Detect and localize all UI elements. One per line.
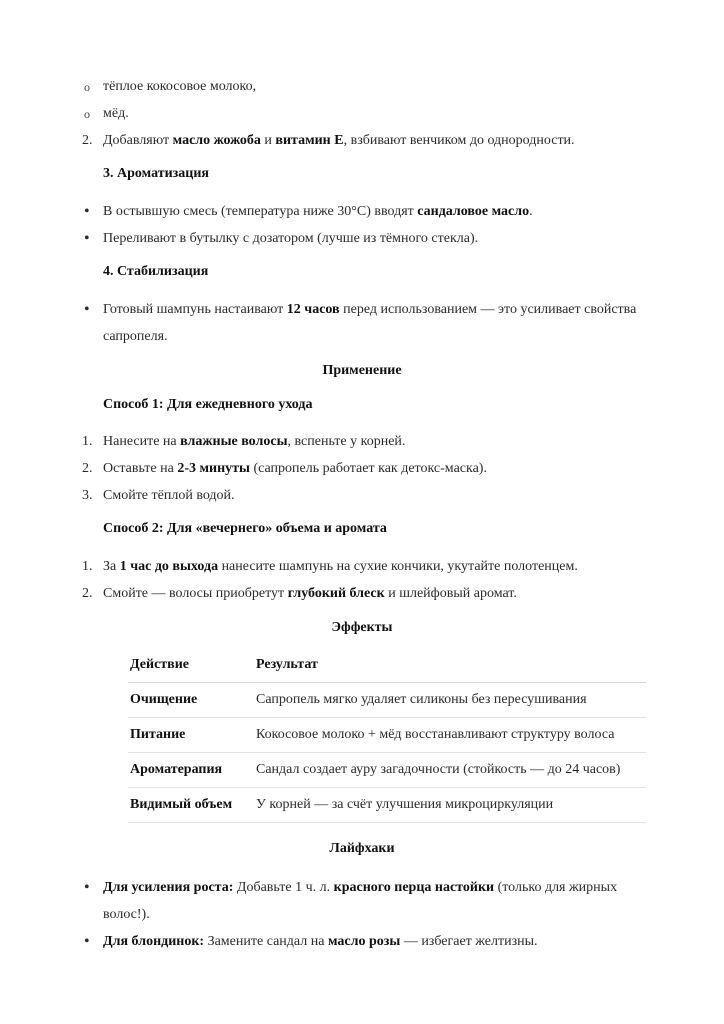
list-number: 3. xyxy=(82,488,93,503)
section-title: Лайфхаки xyxy=(329,841,395,856)
list-item: Смойте — волосы приобретут глубокий блеск и шлейфовый аромат. xyxy=(103,586,517,601)
table-cell: Видимый объем xyxy=(128,788,254,823)
list-item: В остывшую смесь (температура ниже 30°C) вводят сандаловое масло. xyxy=(103,204,533,219)
method-heading: Способ 2: Для «вечернего» объема и аромата xyxy=(103,521,387,536)
list-item: Оставьте на 2-3 минуты (сапропель работает как детокс-маска). xyxy=(103,461,487,476)
table-cell: Питание xyxy=(128,718,254,753)
list-item: Нанесите на влажные волосы, вспеньте у корней. xyxy=(103,434,406,449)
list-item: Готовый шампунь настаивают 12 часов перед использованием — это усиливает свойства xyxy=(103,302,637,317)
method-heading: Способ 1: Для ежедневного ухода xyxy=(103,397,313,412)
table-header-row xyxy=(128,648,646,683)
bullet-icon: • xyxy=(84,879,90,896)
section-heading: 4. Стабилизация xyxy=(103,264,209,279)
list-item: За 1 час до выхода нанесите шампунь на сухие кончики, укутайте полотенцем. xyxy=(103,559,578,574)
table-row xyxy=(128,718,646,753)
list-item: Смойте тёплой водой. xyxy=(103,488,235,503)
table-cell: Кокосовое молоко + мёд восстанавливают структуру волоса xyxy=(254,718,646,753)
list-item-continuation: волос!). xyxy=(103,907,150,922)
list-marker: o xyxy=(84,107,90,121)
bullet-icon: • xyxy=(84,301,90,318)
column-header: Действие xyxy=(128,648,254,683)
table-cell: Сандал создает ауру загадочности (стойкость — до 24 часов) xyxy=(254,753,646,788)
bullet-icon: • xyxy=(84,230,90,247)
table-row xyxy=(128,683,646,718)
list-item: Для усиления роста: Добавьте 1 ч. л. красного перца настойки (только для жирных xyxy=(103,880,618,895)
list-item: Добавляют масло жожоба и витамин Е, взбивают венчиком до однородности. xyxy=(103,133,575,148)
bullet-icon: • xyxy=(84,933,90,950)
list-item: Переливают в бутылку с дозатором (лучше из тёмного стекла). xyxy=(103,231,479,246)
table-cell: У корней — за счёт улучшения микроциркуляции xyxy=(254,788,646,823)
effects-table xyxy=(128,648,646,823)
list-item: тёплое кокосовое молоко, xyxy=(103,79,257,94)
section-title: Эффекты xyxy=(331,620,393,635)
table-cell: Сапропель мягко удаляет силиконы без пересушивания xyxy=(254,683,646,718)
list-number: 2. xyxy=(82,461,93,476)
list-item: мёд. xyxy=(103,106,129,121)
list-item-continuation: сапропеля. xyxy=(103,329,168,344)
list-marker: o xyxy=(84,80,90,94)
list-number: 1. xyxy=(82,434,93,449)
table-row xyxy=(128,753,646,788)
table-cell: Ароматерапия xyxy=(128,753,254,788)
list-number: 1. xyxy=(82,559,93,574)
bullet-icon: • xyxy=(84,203,90,220)
list-number: 2. xyxy=(82,133,93,148)
table-row xyxy=(128,788,646,823)
list-item: Для блондинок: Замените сандал на масло розы — избегает желтизны. xyxy=(103,934,538,949)
column-header: Результат xyxy=(254,648,646,683)
section-title: Применение xyxy=(322,363,402,378)
table-cell: Очищение xyxy=(128,683,254,718)
section-heading: 3. Ароматизация xyxy=(103,166,209,181)
list-number: 2. xyxy=(82,586,93,601)
